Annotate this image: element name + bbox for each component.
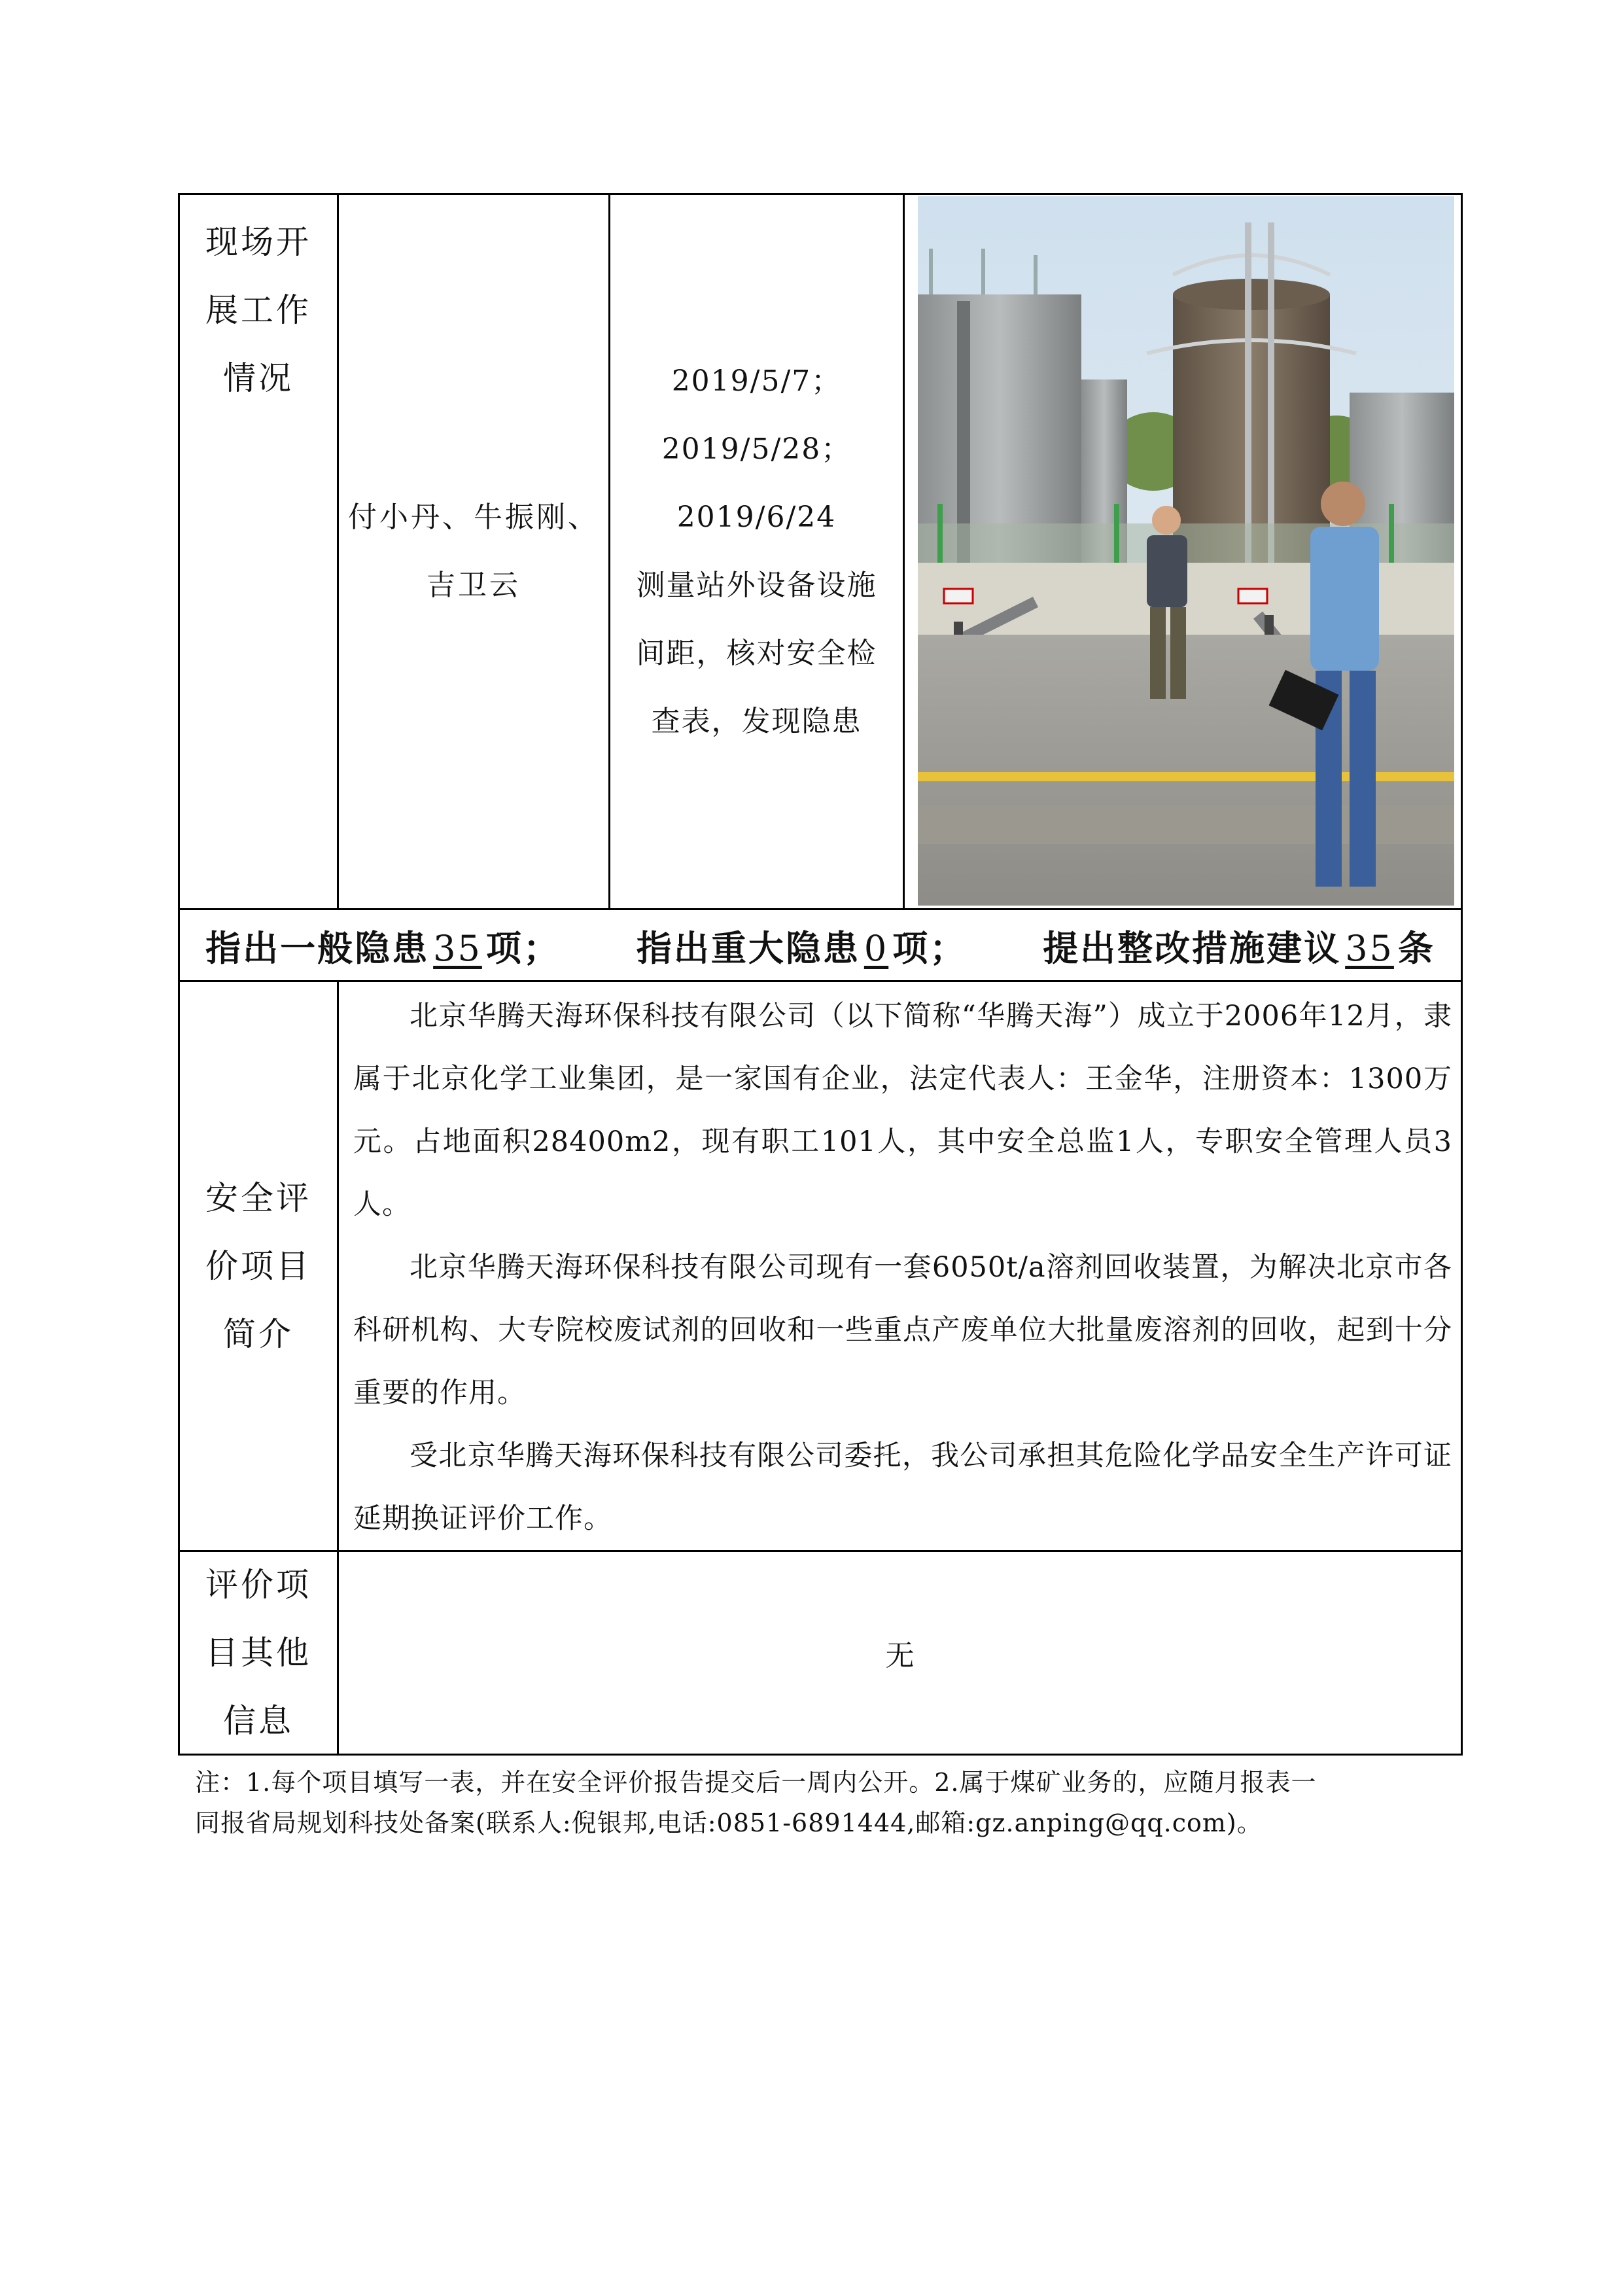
major-hazards-count: 0 (864, 927, 889, 969)
col-divider (903, 193, 905, 910)
date-line: 2019/5/28； (661, 433, 852, 466)
label-line: 展工作 (205, 291, 311, 329)
label-line: 目其他 (205, 1634, 311, 1672)
table-border-bottom (178, 1754, 1463, 1756)
personnel-line: 吉卫云 (427, 569, 521, 602)
label-line: 安全评 (205, 1179, 311, 1217)
measures-suffix: 条 (1397, 927, 1435, 969)
major-hazards-suffix: 项； (892, 927, 968, 969)
task-line: 测量站外设备设施 (636, 569, 877, 602)
measures-prefix: 提出整改措施建议 (1043, 927, 1342, 969)
general-hazards-suffix: 项； (485, 927, 561, 969)
project-intro-text (353, 985, 1452, 1554)
hazard-summary (178, 910, 1463, 981)
intro-paragraph: 北京华腾天海环保科技有限公司（以下简称“华腾天海”）成立于2006年12月，隶属于北京化学工业集团，是一家国有企业，法定代表人：王金华，注册资本：1300万元。占地面积28400m2，现有职工101人，其中安全总监1人，专职安全管理人员3人。 (353, 1000, 1452, 1221)
footnote-line: 同报省局规划科技处备案(联系人:倪银邦,电话:0851-6891444,邮箱:gz.anping@qq.com)。 (195, 1809, 1263, 1837)
intro-paragraph: 北京华腾天海环保科技有限公司现有一套6050t/a溶剂回收装置，为解决北京市各科研机构、大专院校废试剂的回收和一些重点产废单位大批量废溶剂的回收，起到十分重要的作用。 (353, 1251, 1452, 1409)
date-line: 2019/6/24 (676, 501, 837, 534)
other-info-label (180, 1552, 337, 1754)
label-line: 信息 (223, 1702, 294, 1740)
general-hazards (205, 921, 561, 971)
measures-count: 35 (1345, 927, 1394, 969)
task-line: 间距，核对安全检 (636, 637, 877, 670)
info-table (178, 193, 1463, 1756)
date-line: 2019/5/7； (671, 364, 842, 398)
personnel-line: 付小丹、牛振刚、 (348, 501, 599, 534)
major-hazards (637, 921, 967, 971)
task-line: 查表，发现隐患 (651, 705, 862, 738)
label-line: 评价项 (205, 1566, 311, 1604)
other-info-value (339, 1552, 1461, 1754)
general-hazards-count: 35 (433, 927, 482, 969)
label-line: 价项目 (205, 1247, 311, 1285)
dates-cell (610, 195, 903, 908)
label-line: 现场开 (205, 223, 311, 261)
site-photo (918, 196, 1454, 906)
footnote (195, 1762, 1464, 1843)
major-hazards-prefix: 指出重大隐患 (636, 927, 860, 969)
other-info-text: 无 (885, 1639, 915, 1672)
general-hazards-prefix: 指出一般隐患 (205, 927, 430, 969)
intro-paragraph: 受北京华腾天海环保科技有限公司委托，我公司承担其危险化学品安全生产许可证延期换证评价工作。 (353, 1439, 1452, 1535)
footnote-line: 注：1.每个项目填写一表，并在安全评价报告提交后一周内公开。2.属于煤矿业务的，应随月报表一 (195, 1768, 1317, 1797)
label-line: 情况 (223, 359, 294, 397)
personnel-cell (339, 195, 608, 908)
label-line: 简介 (223, 1315, 294, 1353)
onsite-work-label (180, 195, 337, 431)
project-intro-label (180, 982, 337, 1550)
rectification-measures (1043, 921, 1435, 971)
